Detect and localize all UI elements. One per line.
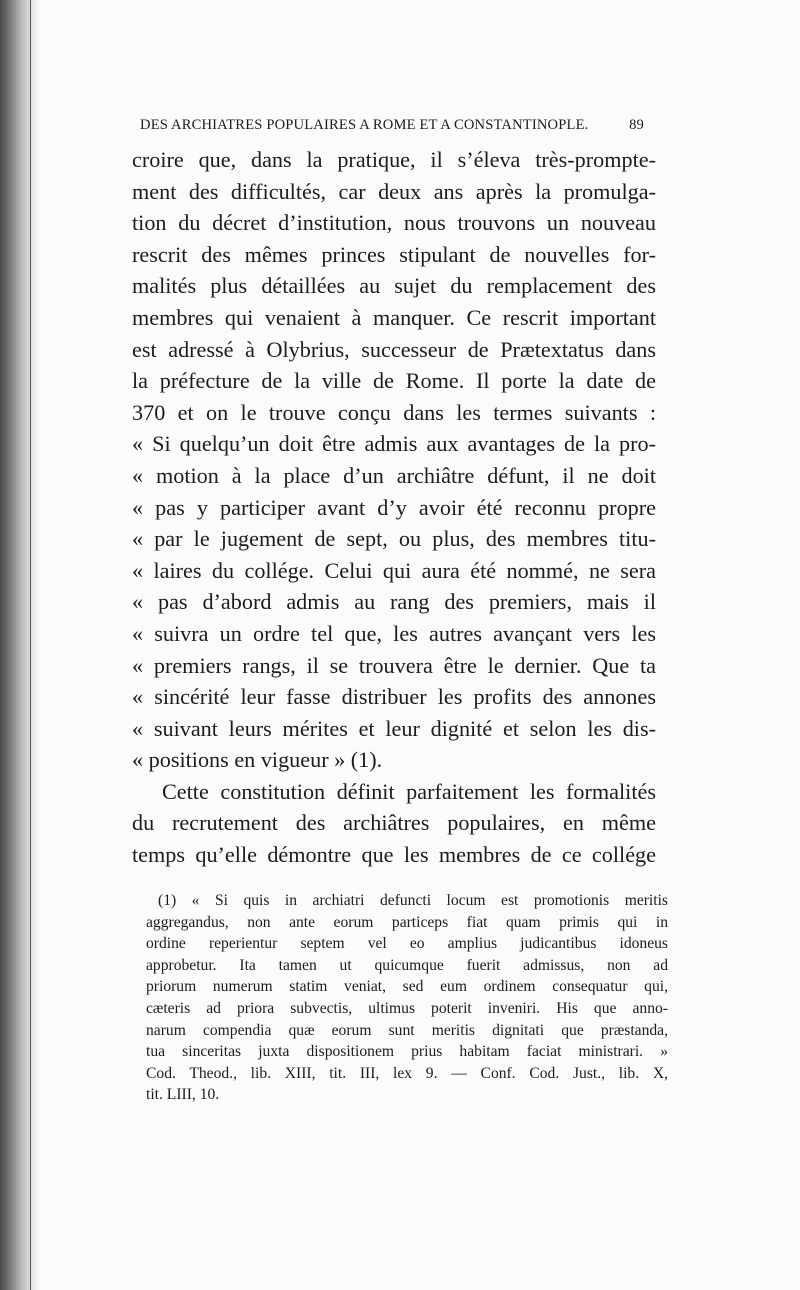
body-line: « premiers rangs, il se trouvera être le dernier. Que ta — [132, 652, 656, 678]
page-number: 89 — [629, 117, 644, 133]
footnote-line: priorum numerum statim veniat, sed eum ordinem consequatur qui, — [146, 978, 668, 996]
body-line: temps qu’elle démontre que les membres de ce collége — [132, 842, 656, 868]
page-edge-line — [30, 0, 31, 1290]
running-head-title: DES ARCHIATRES POPULAIRES A ROME ET A CONSTANTINOPLE. — [140, 117, 589, 133]
body-line: est adressé à Olybrius, successeur de Prætextatus dans — [132, 336, 656, 362]
body-line: rescrit des mêmes princes stipulant de nouvelles for- — [132, 241, 656, 267]
body-line: « suivra un ordre tel que, les autres avançant vers les — [132, 620, 656, 646]
binding-gutter — [0, 0, 40, 1290]
body-line: tion du décret d’institution, nous trouvons un nouveau — [132, 210, 656, 236]
footnote-line: tua sinceritas juxta dispositionem prius habitam faciat ministrari. » — [146, 1043, 668, 1061]
body-line: « pas d’abord admis au rang des premiers, mais il — [132, 589, 656, 615]
body-text — [132, 144, 656, 871]
body-line: « motion à la place d’un archiâtre défunt, il ne doit — [132, 462, 656, 488]
footnote-line: narum compendia quæ eorum sunt meritis dignitati que præstanda, — [146, 1021, 668, 1039]
body-line: « suivant leurs mérites et leur dignité et selon les dis- — [132, 715, 656, 741]
body-line: Cette constitution définit parfaitement les formalités — [162, 778, 656, 804]
body-line: la préfecture de la ville de Rome. Il porte la date de — [132, 368, 656, 394]
body-line: « Si quelqu’un doit être admis aux avantages de la pro- — [132, 431, 656, 457]
footnote-line: aggregandus, non ante eorum particeps fiat quam primis qui in — [146, 913, 668, 931]
body-line: malités plus détaillées au sujet du remplacement des — [132, 273, 656, 299]
footnote-line: approbetur. Ita tamen ut quicumque fuerit admissus, non ad — [146, 956, 668, 974]
body-line: 370 et on le trouve conçu dans les termes suivants : — [132, 399, 656, 425]
footnote-line: cæteris ad priora subvectis, ultimus poterit inveniri. His que anno- — [146, 999, 668, 1017]
body-line: membres qui venaient à manquer. Ce rescrit important — [132, 304, 656, 330]
footnote-line: ordine reperientur septem vel eo amplius judicantibus idoneus — [146, 935, 668, 953]
body-line: croire que, dans la pratique, il s’éleva très-prompte- — [132, 147, 656, 172]
body-line: « laires du collége. Celui qui aura été nommé, ne sera — [132, 557, 656, 583]
body-line: ment des difficultés, car deux ans après la promulga- — [132, 178, 656, 204]
body-line: « pas y participer avant d’y avoir été reconnu propre — [132, 494, 656, 520]
body-line: du recrutement des archiâtres populaires, en même — [132, 810, 656, 836]
footnote — [146, 890, 668, 1106]
footnote-line: Cod. Theod., lib. XIII, tit. III, lex 9. — Conf. Cod. Just., lib. X, — [146, 1064, 668, 1082]
body-line: « par le jugement de sept, ou plus, des membres titu- — [132, 526, 656, 552]
body-line: « sincérité leur fasse distribuer les profits des annones — [132, 684, 656, 710]
footnote-line: (1) « Si quis in archiatri defuncti locum est promotionis meritis — [158, 892, 668, 909]
body-line: « positions en vigueur » (1). — [132, 747, 383, 773]
footnote-line: tit. LIII, 10. — [146, 1086, 220, 1104]
